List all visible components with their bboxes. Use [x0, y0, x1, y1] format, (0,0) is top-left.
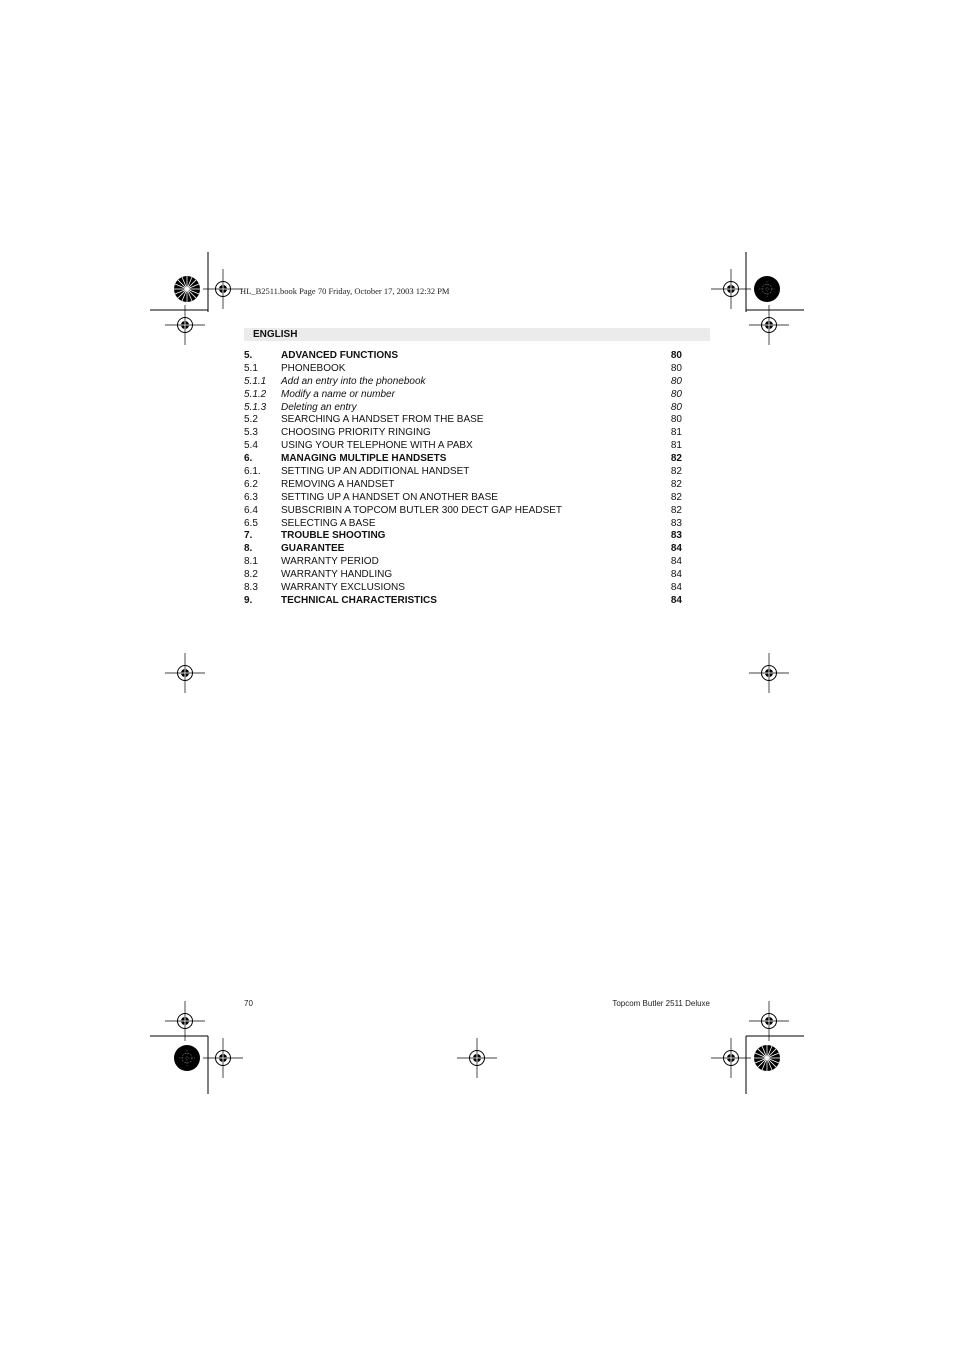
language-header-bar [244, 328, 710, 341]
toc-entry-page: 80 [670, 401, 682, 413]
toc-entry-page: 81 [670, 440, 682, 452]
toc-entry [244, 363, 682, 376]
toc-entry-title: SUBSCRIBIN A TOPCOM BUTLER 300 DECT GAP HEADSET [281, 504, 563, 516]
toc-entry-title: Add an entry into the phonebook [281, 375, 426, 387]
toc-entry-num: 8. [244, 543, 253, 555]
toc-entry-title: SETTING UP A HANDSET ON ANOTHER BASE [281, 491, 498, 503]
toc-entry-num: 5.4 [244, 440, 258, 452]
page-number: 70 [244, 999, 253, 1008]
toc-entry-title: MANAGING MULTIPLE HANDSETS [281, 453, 447, 465]
toc-entry [244, 595, 682, 608]
toc-entry-num: 9. [244, 594, 253, 606]
toc-entry-title: PHONEBOOK [281, 362, 346, 374]
toc-entry-num: 5. [244, 350, 253, 361]
toc-entry-title: SELECTING A BASE [281, 517, 376, 529]
toc-entry-page: 84 [670, 543, 682, 555]
toc-entry [244, 530, 682, 543]
toc-entry-page: 83 [670, 517, 682, 529]
toc-entry-page: 80 [670, 362, 682, 374]
toc-entry-title: SEARCHING A HANDSET FROM THE BASE [281, 414, 484, 426]
toc-entry-num: 8.2 [244, 569, 258, 581]
toc-entry-title: TROUBLE SHOOTING [281, 530, 386, 542]
toc-entry-title: GUARANTEE [281, 543, 345, 555]
toc-entry-num: 5.2 [244, 414, 258, 426]
toc-entry [244, 440, 682, 453]
toc-entry-title: WARRANTY PERIOD [281, 556, 379, 568]
toc-entry-page: 80 [670, 375, 682, 387]
table-of-contents [244, 350, 682, 608]
toc-entry [244, 389, 682, 402]
toc-entry-num: 6.2 [244, 478, 258, 490]
toc-entry-num: 8.3 [244, 582, 258, 594]
toc-entry-page: 82 [670, 466, 682, 478]
toc-entry [244, 556, 682, 569]
toc-entry-title: SETTING UP AN ADDITIONAL HANDSET [281, 466, 470, 478]
toc-entry-title: Modify a name or number [281, 388, 395, 400]
toc-entry-title: Deleting an entry [281, 401, 357, 413]
toc-entry [244, 414, 682, 427]
toc-entry-num: 8.1 [244, 556, 258, 568]
toc-entry [244, 376, 682, 389]
toc-entry-title: WARRANTY HANDLING [281, 569, 393, 581]
toc-entry-num: 7. [244, 530, 253, 542]
toc-entry-title: USING YOUR TELEPHONE WITH A PABX [281, 440, 473, 452]
toc-entry-num: 5.1.2 [244, 388, 267, 400]
toc-entry-num: 5.3 [244, 427, 258, 439]
toc-entry-num: 5.1.3 [244, 401, 267, 413]
toc-entry-title: WARRANTY EXCLUSIONS [281, 582, 405, 594]
toc-entry-title: REMOVING A HANDSET [281, 478, 395, 490]
language-label: ENGLISH [253, 329, 298, 340]
toc-entry-page: 81 [670, 427, 682, 439]
toc-entry-title: ADVANCED FUNCTIONS [281, 350, 399, 361]
toc-entry [244, 453, 682, 466]
toc-entry-num: 6.4 [244, 504, 258, 516]
product-name: Topcom Butler 2511 Deluxe [612, 999, 710, 1008]
toc-entry [244, 582, 682, 595]
toc-entry-num: 5.1 [244, 362, 258, 374]
toc-entry-title: CHOOSING PRIORITY RINGING [281, 427, 431, 439]
toc-entry [244, 350, 682, 363]
toc-entry [244, 505, 682, 518]
toc-entry-page: 80 [670, 388, 682, 400]
toc-entry-page: 84 [670, 569, 682, 581]
toc-entry [244, 569, 682, 582]
toc-entry [244, 543, 682, 556]
toc-entry-num: 5.1.1 [244, 375, 267, 387]
toc-entry-page: 83 [670, 530, 682, 542]
toc-entry-num: 6. [244, 453, 253, 465]
toc-entry [244, 466, 682, 479]
toc-entry [244, 402, 682, 415]
toc-entry-page: 80 [670, 350, 682, 361]
toc-entry [244, 492, 682, 505]
toc-entry-page: 84 [670, 594, 682, 606]
print-slug: HL_B2511.book Page 70 Friday, October 17, 2003 12:32 PM [240, 286, 450, 296]
toc-entry-num: 6.1. [244, 466, 261, 478]
toc-entry-page: 82 [670, 491, 682, 503]
toc-entry-page: 84 [670, 582, 682, 594]
toc-entry [244, 518, 682, 531]
toc-entry-page: 82 [670, 504, 682, 516]
toc-entry [244, 479, 682, 492]
toc-entry-page: 84 [670, 556, 682, 568]
toc-entry-title: TECHNICAL CHARACTERISTICS [281, 594, 437, 606]
toc-entry-page: 82 [670, 453, 682, 465]
toc-entry-num: 6.3 [244, 491, 258, 503]
toc-entry-page: 80 [670, 414, 682, 426]
toc-entry [244, 427, 682, 440]
toc-entry-num: 6.5 [244, 517, 258, 529]
toc-entry-page: 82 [670, 478, 682, 490]
